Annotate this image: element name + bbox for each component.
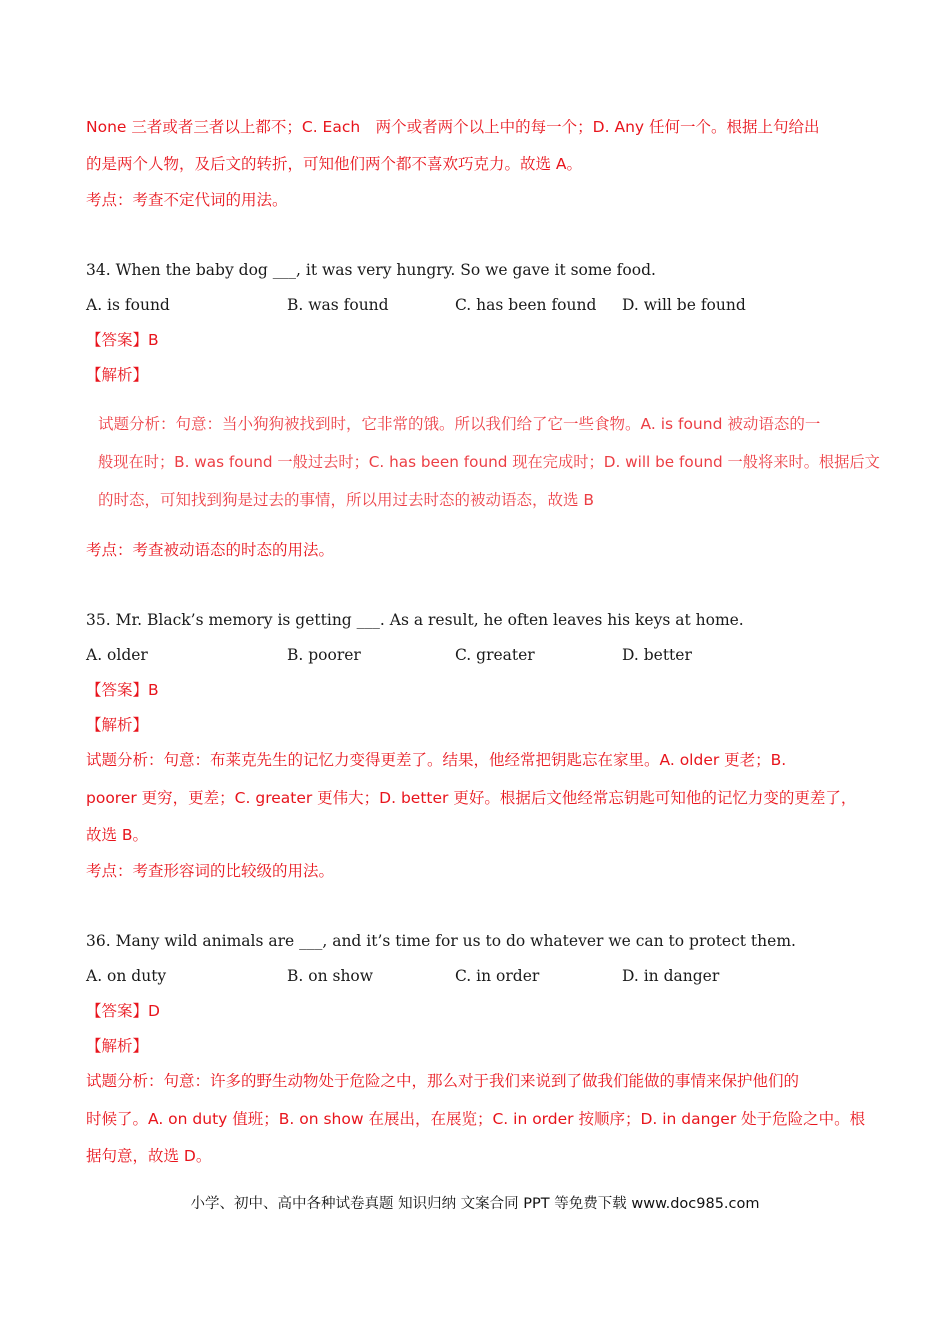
intro-kaodian: 考点：考查不定代词的用法。 <box>86 191 288 209</box>
q34-analysis-line-1: 试题分析：句意：当小狗狗被找到时，它非常的饿。所以我们给了它一些食物。A. is found 被动语态的一 <box>98 415 821 433</box>
page-footer: 小学、初中、高中各种试卷真题 知识归纳 文案合同 PPT 等免费下载 www.doc985.com <box>190 1196 760 1212</box>
q34-jiexi-label: 【解析】 <box>86 366 149 384</box>
q36-option-a: A. on duty <box>86 967 167 985</box>
q34-option-d: D. will be found <box>622 296 746 314</box>
q34-option-b: B. was found <box>287 296 389 314</box>
intro-explanation-line-2: 的是两个人物，及后文的转折，可知他们两个都不喜欢巧克力。故选 A。 <box>86 155 583 173</box>
q35-kaodian: 考点：考查形容词的比较级的用法。 <box>86 862 335 880</box>
q36-option-c: C. in order <box>455 967 540 985</box>
q35-stem: 35. Mr. Black’s memory is getting ___. As a result, he often leaves his keys at home. <box>86 611 744 629</box>
q35-option-a: A. older <box>86 646 148 664</box>
q36-answer: 【答案】D <box>86 1002 160 1020</box>
q34-option-c: C. has been found <box>455 296 597 314</box>
q34-analysis-line-2: 般现在时；B. was found 一般过去时；C. has been found 现在完成时；D. will be found 一般将来时。根据后文 <box>98 453 880 471</box>
q35-jiexi-label: 【解析】 <box>86 716 149 734</box>
q34-stem: 34. When the baby dog ___, it was very hungry. So we gave it some food. <box>86 261 656 279</box>
q35-answer: 【答案】B <box>86 681 159 699</box>
q34-answer: 【答案】B <box>86 331 159 349</box>
q36-analysis-line-2: 时候了。A. on duty 值班；B. on show 在展出，在展览；C. in order 按顺序；D. in danger 处于危险之中。根 <box>86 1110 866 1128</box>
q36-analysis-line-1: 试题分析：句意：许多的野生动物处于危险之中，那么对于我们来说到了做我们能做的事情来保护他们的 <box>86 1072 800 1090</box>
q34-analysis-line-3: 的时态，可知找到狗是过去的事情，所以用过去时态的被动语态，故选 B <box>98 491 595 509</box>
intro-explanation-line-1: None 三者或者三者以上都不；C. Each 两个或者两个以上中的每一个；D. Any 任何一个。根据上句给出 <box>86 118 820 136</box>
q35-analysis-line-1: 试题分析：句意：布莱克先生的记忆力变得更差了。结果，他经常把钥匙忘在家里。A. older 更老；B. <box>86 751 787 769</box>
q36-option-d: D. in danger <box>622 967 720 985</box>
q35-option-d: D. better <box>622 646 692 664</box>
q36-jiexi-label: 【解析】 <box>86 1037 149 1055</box>
q36-option-b: B. on show <box>287 967 374 985</box>
q35-option-c: C. greater <box>455 646 535 664</box>
q36-stem: 36. Many wild animals are ___, and it’s time for us to do whatever we can to protect them. <box>86 932 796 950</box>
q34-option-a: A. is found <box>86 296 170 314</box>
q34-kaodian: 考点：考查被动语态的时态的用法。 <box>86 541 335 559</box>
q35-option-b: B. poorer <box>287 646 361 664</box>
q35-analysis-line-2: poorer 更穷，更差；C. greater 更伟大；D. better 更好。根据后文他经常忘钥匙可知他的记忆力变的更差了， <box>86 789 857 807</box>
q35-analysis-line-3: 故选 B。 <box>86 826 149 844</box>
q36-analysis-line-3: 据句意，故选 D。 <box>86 1147 212 1165</box>
